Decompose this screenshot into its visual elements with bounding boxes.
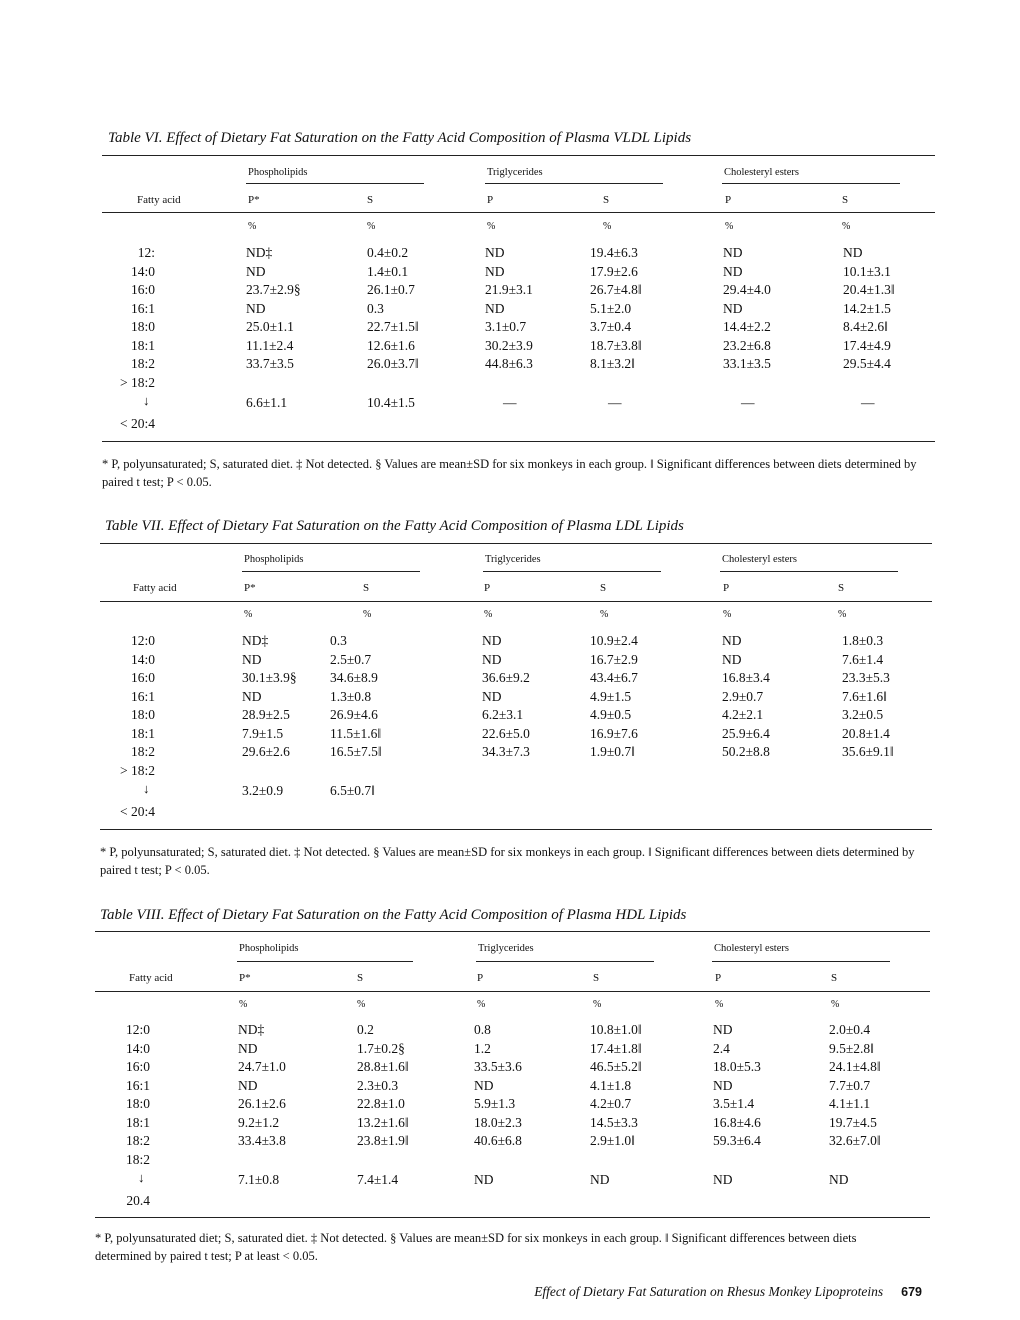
range-bottom-label: < 20:4 (120, 803, 155, 819)
table-cell: 8.1±3.2‖ (590, 356, 635, 371)
table-footnote: * P, polyunsaturated diet; S, saturated diet. ‡ Not detected. § Values are mean±SD for six monkeys in each group. ‖ Significant differences between diets determined by paired t test; P at least < 0.05. (95, 1231, 857, 1263)
table-cell: 3.2±0.5 (842, 707, 884, 722)
table-cell: 28.8±1.6‖ (357, 1059, 409, 1074)
table-cell: 3.5±1.4 (713, 1096, 755, 1111)
table-footnote: * P, polyunsaturated; S, saturated diet. ‡ Not detected. § Values are mean±SD for six monkeys in each group. ‖ Significant differences between diets determined by paired t test; P < 0.05. (102, 457, 917, 489)
table-caption: Table VI. Effect of Dietary Fat Saturation on the Fatty Acid Composition of Plasma VLDL Lipids (108, 130, 692, 146)
unit-label: % (593, 999, 602, 1010)
table-cell: 4.2±2.1 (722, 707, 764, 722)
table-cell: 3.1±0.7 (485, 319, 527, 334)
group-underline (242, 571, 420, 572)
unit-label: % (600, 609, 609, 620)
table-cell: ND‡ (242, 633, 269, 648)
column-header: P (487, 194, 494, 206)
table-cell: 22.8±1.0 (357, 1096, 405, 1111)
unit-label: % (603, 221, 612, 232)
table-cell: 33.1±3.5 (723, 356, 771, 371)
table-cell: 40.6±6.8 (474, 1133, 522, 1148)
fatty-acid-label: 16:0 (125, 1059, 150, 1074)
fatty-acid-label: 18:1 (130, 337, 155, 353)
table-cell: 24.1±4.8‖ (829, 1059, 881, 1074)
range-top-label: 18:2 (125, 1151, 150, 1167)
fatty-acid-label: 16:1 (130, 688, 155, 704)
table-cell: 16.8±3.4 (722, 670, 770, 685)
table-rule (100, 543, 932, 544)
column-header: S (842, 194, 849, 206)
table-cell: — (861, 395, 875, 410)
table-cell: 12.6±1.6 (367, 337, 415, 353)
table-cell: 22.7±1.5‖ (367, 319, 419, 334)
fatty-acid-label: 12:0 (125, 1022, 150, 1037)
table-cell: ND (829, 1172, 849, 1187)
table-cell: 2.3±0.3 (357, 1077, 399, 1093)
table-cell: 0.8 (474, 1022, 491, 1037)
table-cell: 7.4±1.4 (357, 1172, 399, 1187)
column-header: S (600, 582, 607, 594)
table-cell: 2.5±0.7 (330, 651, 372, 667)
table-rule (102, 212, 935, 213)
table-cell: ND (238, 1040, 258, 1056)
table-cell: 34.6±8.9 (330, 670, 378, 685)
unit-label: % (723, 609, 732, 620)
table-cell: — (503, 395, 517, 410)
table-cell: 7.1±0.8 (238, 1172, 280, 1187)
unit-label: % (477, 999, 486, 1010)
table-cell: ND (485, 300, 505, 316)
table-cell: 0.2 (357, 1022, 374, 1037)
range-bottom-label: < 20:4 (120, 415, 155, 431)
down-arrow-icon: ↓ (143, 781, 150, 796)
table-cell: 4.1±1.8 (590, 1077, 632, 1093)
table-cell: 2.4 (713, 1040, 730, 1056)
table-cell: 10.9±2.4 (590, 633, 638, 648)
table-cell: ND (482, 651, 502, 667)
table-cell: 25.9±6.4 (722, 725, 770, 741)
table-cell: ND‡ (246, 245, 273, 260)
table-cell: ND (723, 263, 743, 279)
table-cell: — (608, 395, 622, 410)
table-cell: 1.2 (474, 1040, 491, 1056)
table-cell: 16.5±7.5‖ (330, 744, 382, 759)
table-cell: 16.9±7.6 (590, 725, 638, 741)
table-cell: 1.7±0.2§ (357, 1040, 405, 1056)
table-cell: 43.4±6.7 (590, 670, 638, 685)
down-arrow-icon: ↓ (138, 1170, 145, 1185)
table-cell: — (741, 395, 755, 410)
unit-label: % (842, 221, 851, 232)
fatty-acid-label: 18:1 (130, 725, 155, 741)
group-header-phospholipids: Phospholipids (248, 167, 308, 178)
table-cell: 59.3±6.4 (713, 1133, 761, 1148)
table-cell: 23.8±1.9‖ (357, 1133, 409, 1148)
table-cell: 35.6±9.1‖ (842, 744, 894, 759)
table-cell: 3.7±0.4 (590, 319, 632, 334)
table-cell: ND (485, 263, 505, 279)
fatty-acid-label: 16:1 (130, 300, 155, 316)
table-cell: 18.0±5.3 (713, 1059, 761, 1074)
group-underline (485, 183, 663, 184)
table-cell: 30.2±3.9 (485, 337, 533, 353)
table-cell: 9.5±2.8‖ (829, 1040, 874, 1056)
table-cell: 36.6±9.2 (482, 670, 530, 685)
table-rule (100, 601, 932, 602)
fatty-acid-label: 16:0 (130, 670, 155, 685)
table-cell: 26.9±4.6 (330, 707, 378, 722)
table-cell: 1.4±0.1 (367, 263, 409, 279)
column-header: P* (244, 582, 256, 594)
fatty-acid-label: 12:0 (130, 633, 155, 648)
table-cell: ND (242, 651, 262, 667)
table-cell: 23.2±6.8 (723, 337, 771, 353)
table-cell: ND (590, 1172, 610, 1187)
table-cell: ND (485, 245, 505, 260)
range-bottom-label: 20.4 (126, 1192, 150, 1208)
column-header: S (838, 582, 845, 594)
unit-label: % (725, 221, 734, 232)
unit-label: % (715, 999, 724, 1010)
table-cell: 16.7±2.9 (590, 651, 638, 667)
table-cell: 4.1±1.1 (829, 1096, 871, 1111)
column-header: P (725, 194, 732, 206)
table-cell: 6.6±1.1 (246, 395, 288, 410)
page-number: 679 (901, 1285, 922, 1299)
fatty-acid-header: Fatty acid (129, 972, 173, 984)
table-cell: 29.5±4.4 (843, 356, 891, 371)
table-cell: 2.9±0.7 (722, 688, 764, 704)
fatty-acid-label: 18:1 (125, 1114, 150, 1130)
table-cell: 4.9±0.5 (590, 707, 632, 722)
column-header: S (367, 194, 374, 206)
table-cell: 23.7±2.9§ (246, 282, 301, 297)
group-underline (483, 571, 661, 572)
column-header: P (723, 582, 730, 594)
column-header: S (593, 972, 600, 984)
table-cell: 26.1±0.7 (367, 282, 415, 297)
group-header-triglycerides: Triglycerides (478, 943, 534, 954)
table-cell: 26.7±4.8‖ (590, 282, 642, 297)
table-cell: 22.6±5.0 (482, 725, 530, 741)
table-cell: 16.8±4.6 (713, 1114, 761, 1130)
table-cell: 0.3 (330, 633, 347, 648)
group-header-cholesteryl-esters: Cholesteryl esters (724, 167, 799, 178)
table-cell: 6.2±3.1 (482, 707, 524, 722)
table-cell: 10.1±3.1 (843, 263, 891, 279)
group-header-cholesteryl-esters: Cholesteryl esters (722, 554, 797, 565)
table-cell: 19.4±6.3 (590, 245, 638, 260)
table-cell: 4.2±0.7 (590, 1096, 632, 1111)
table-cell: 6.5±0.7‖ (330, 783, 375, 798)
table-cell: 26.0±3.7‖ (367, 356, 419, 371)
table-cell: 32.6±7.0‖ (829, 1133, 881, 1148)
fatty-acid-label: 18:2 (125, 1133, 150, 1148)
group-underline (476, 961, 654, 962)
table-rule (102, 441, 935, 442)
group-underline (237, 961, 413, 962)
table-cell: 1.9±0.7‖ (590, 744, 635, 759)
running-title: Effect of Dietary Fat Saturation on Rhesus Monkey Lipoproteins (534, 1284, 884, 1299)
table-cell: ND (713, 1077, 733, 1093)
table-cell: 8.4±2.6‖ (843, 319, 888, 334)
table-cell: ND (482, 633, 502, 648)
table-cell: 29.6±2.6 (242, 744, 290, 759)
table-cell: ND‡ (238, 1022, 265, 1037)
column-header: S (603, 194, 610, 206)
table-cell: ND (722, 633, 742, 648)
fatty-acid-label: 16:1 (125, 1077, 150, 1093)
column-header: P (477, 972, 484, 984)
table-cell: ND (723, 300, 743, 316)
table-cell: 20.8±1.4 (842, 725, 890, 741)
unit-label: % (484, 609, 493, 620)
table-cell: 11.1±2.4 (246, 337, 294, 353)
table-cell: 13.2±1.6‖ (357, 1114, 409, 1130)
fatty-acid-label: 14:0 (130, 651, 155, 667)
table-footnote: * P, polyunsaturated; S, saturated diet. ‡ Not detected. § Values are mean±SD for six monkeys in each group. ‖ Significant differences between diets determined by paired t test; P < 0.05. (100, 845, 915, 877)
table-cell: ND (474, 1172, 494, 1187)
table-cell: ND (246, 300, 266, 316)
table-cell: 17.4±4.9 (843, 337, 891, 353)
table-caption: Table VII. Effect of Dietary Fat Saturation on the Fatty Acid Composition of Plasma LDL Lipids (105, 518, 684, 534)
unit-label: % (363, 609, 372, 620)
unit-label: % (357, 999, 366, 1010)
table-cell: ND (722, 651, 742, 667)
fatty-acid-label: 14:0 (125, 1040, 150, 1056)
table-cell: 14.2±1.5 (843, 300, 891, 316)
table-cell: 29.4±4.0 (723, 282, 771, 297)
group-header-triglycerides: Triglycerides (485, 554, 541, 565)
table-cell: 24.7±1.0 (238, 1059, 286, 1074)
table-cell: 10.8±1.0‖ (590, 1022, 642, 1037)
fatty-acid-label: 16:0 (130, 282, 155, 297)
table-cell: 33.7±3.5 (246, 356, 294, 371)
table-cell: ND (246, 263, 266, 279)
table-cell: ND (723, 245, 743, 260)
table-cell: 7.6±1.4 (842, 651, 884, 667)
table-cell: 11.5±1.6‖ (330, 725, 382, 741)
fatty-acid-label: 18:0 (130, 707, 155, 722)
table-rule (102, 155, 935, 156)
down-arrow-icon: ↓ (143, 393, 150, 408)
table-cell: 14.4±2.2 (723, 319, 771, 334)
unit-label: % (248, 221, 257, 232)
fatty-acid-label: 18:0 (125, 1096, 150, 1111)
table-cell: 25.0±1.1 (246, 319, 294, 334)
group-underline (246, 183, 424, 184)
table-cell: ND (713, 1022, 733, 1037)
column-header: S (357, 972, 364, 984)
column-header: S (363, 582, 370, 594)
table-cell: 20.4±1.3‖ (843, 282, 895, 297)
fatty-acid-label: 18:2 (130, 356, 155, 371)
table-cell: 23.3±5.3 (842, 670, 890, 685)
table-cell: 1.3±0.8 (330, 688, 372, 704)
table-cell: 9.2±1.2 (238, 1114, 280, 1130)
column-header: P (484, 582, 491, 594)
table-cell: 30.1±3.9§ (242, 670, 297, 685)
table-caption: Table VIII. Effect of Dietary Fat Saturation on the Fatty Acid Composition of Plasma HDL Lipids (100, 907, 687, 923)
table-rule (100, 829, 932, 830)
table-cell: ND (242, 688, 262, 704)
group-header-phospholipids: Phospholipids (239, 943, 299, 954)
table-rule (95, 931, 930, 932)
table-cell: 33.5±3.6 (474, 1059, 522, 1074)
table-cell: 18.7±3.8‖ (590, 337, 642, 353)
column-header: S (831, 972, 838, 984)
table-cell: 7.6±1.6‖ (842, 688, 887, 704)
range-top-label: > 18:2 (120, 762, 155, 778)
table-cell: 5.1±2.0 (590, 300, 632, 316)
table-cell: 17.4±1.8‖ (590, 1040, 642, 1056)
table-cell: 14.5±3.3 (590, 1114, 638, 1130)
column-header: P (715, 972, 722, 984)
group-header-cholesteryl-esters: Cholesteryl esters (714, 943, 789, 954)
table-cell: 28.9±2.5 (242, 707, 290, 722)
table-cell: ND (474, 1077, 494, 1093)
table-cell: ND (843, 245, 863, 260)
table-cell: ND (482, 688, 502, 704)
unit-label: % (367, 221, 376, 232)
table-cell: 50.2±8.8 (722, 744, 770, 759)
range-top-label: > 18:2 (120, 374, 155, 390)
fatty-acid-label: 12: (137, 245, 155, 260)
fatty-acid-header: Fatty acid (137, 194, 181, 206)
column-header: P* (248, 194, 260, 206)
column-header: P* (239, 972, 251, 984)
unit-label: % (239, 999, 248, 1010)
group-underline (712, 961, 890, 962)
fatty-acid-header: Fatty acid (133, 582, 177, 594)
fatty-acid-label: 18:2 (130, 744, 155, 759)
table-cell: ND (238, 1077, 258, 1093)
table-cell: 7.7±0.7 (829, 1077, 871, 1093)
page-footer (534, 1284, 922, 1300)
table-cell: 17.9±2.6 (590, 263, 638, 279)
table-rule (95, 1217, 930, 1218)
table-cell: 21.9±3.1 (485, 282, 533, 297)
table-cell: 4.9±1.5 (590, 688, 632, 704)
group-underline (722, 183, 900, 184)
table-cell: 1.8±0.3 (842, 633, 884, 648)
table-cell: 10.4±1.5 (367, 395, 415, 410)
unit-label: % (831, 999, 840, 1010)
table-cell: 2.9±1.0‖ (590, 1133, 635, 1148)
table-cell: 19.7±4.5 (829, 1114, 877, 1130)
table-cell: 3.2±0.9 (242, 783, 284, 798)
table-rule (95, 991, 930, 992)
table-cell: 33.4±3.8 (238, 1133, 286, 1148)
table-cell: 34.3±7.3 (482, 744, 530, 759)
table-cell: 7.9±1.5 (242, 725, 284, 741)
table-cell: 5.9±1.3 (474, 1096, 516, 1111)
table-cell: 18.0±2.3 (474, 1114, 522, 1130)
table-cell: 2.0±0.4 (829, 1022, 871, 1037)
unit-label: % (244, 609, 253, 620)
unit-label: % (487, 221, 496, 232)
table-cell: 44.8±6.3 (485, 356, 533, 371)
group-header-phospholipids: Phospholipids (244, 554, 304, 565)
fatty-acid-label: 18:0 (130, 319, 155, 334)
table-cell: 46.5±5.2‖ (590, 1059, 642, 1074)
table-cell: ND (713, 1172, 733, 1187)
group-underline (720, 571, 898, 572)
table-cell: 0.3 (367, 300, 384, 316)
fatty-acid-label: 14:0 (130, 263, 155, 279)
group-header-triglycerides: Triglycerides (487, 167, 543, 178)
table-cell: 26.1±2.6 (238, 1096, 286, 1111)
unit-label: % (838, 609, 847, 620)
table-cell: 0.4±0.2 (367, 245, 409, 260)
